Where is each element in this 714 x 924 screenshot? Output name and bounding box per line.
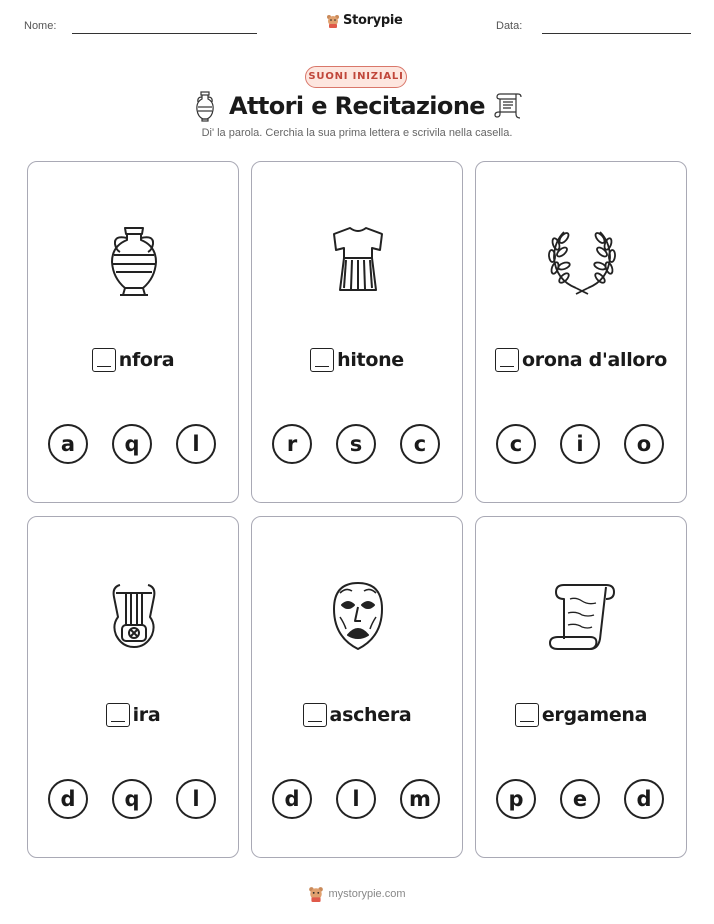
answer-box[interactable] — [515, 703, 539, 727]
letter-choice[interactable]: d — [624, 779, 664, 819]
footer — [0, 886, 714, 902]
letter-choice[interactable]: q — [112, 424, 152, 464]
brand-logo — [326, 13, 403, 28]
exercise-card — [251, 516, 463, 858]
date-line[interactable] — [542, 33, 691, 34]
letter-choice[interactable]: i — [560, 424, 600, 464]
exercise-card — [251, 161, 463, 503]
word — [28, 703, 238, 727]
name-label: Nome: — [24, 20, 57, 32]
category-badge: SUONI INIZIALI — [305, 66, 407, 88]
exercise-card — [27, 161, 239, 503]
letter-choice[interactable]: c — [400, 424, 440, 464]
answer-box[interactable] — [495, 348, 519, 372]
letter-choice[interactable]: e — [560, 779, 600, 819]
exercise-card — [475, 516, 687, 858]
tragedy-mask-icon — [322, 577, 394, 657]
letter-choice[interactable]: s — [336, 424, 376, 464]
bear-icon — [308, 886, 324, 902]
exercise-card — [27, 516, 239, 858]
word — [476, 348, 686, 372]
word — [476, 703, 686, 727]
chiton-icon — [322, 222, 394, 302]
word-rest: ira — [132, 704, 161, 726]
date-label: Data: — [496, 20, 523, 32]
footer-url[interactable]: mystorypie.com — [328, 888, 406, 900]
laurel-wreath-icon — [546, 222, 618, 302]
word-rest: orona d'alloro — [522, 349, 667, 371]
lyre-icon — [98, 577, 170, 657]
letter-choice[interactable]: d — [48, 779, 88, 819]
letter-choice[interactable]: l — [336, 779, 376, 819]
word — [252, 348, 462, 372]
word — [252, 703, 462, 727]
exercise-card — [475, 161, 687, 503]
letter-choice[interactable]: a — [48, 424, 88, 464]
word-rest: ergamena — [541, 704, 648, 726]
answer-box[interactable] — [303, 703, 327, 727]
brand-name: Storypie — [343, 13, 403, 28]
answer-box[interactable] — [310, 348, 334, 372]
word-rest: nfora — [118, 349, 175, 371]
bear-icon — [326, 14, 340, 28]
answer-box[interactable] — [92, 348, 116, 372]
parchment-scroll-icon — [546, 577, 618, 657]
letter-choice[interactable]: l — [176, 424, 216, 464]
amphora-icon — [98, 222, 170, 302]
instructions: Di' la parola. Cerchia la sua prima lettera e scrivila nella casella. — [201, 127, 513, 139]
word-rest: hitone — [337, 349, 404, 371]
letter-choice[interactable]: r — [272, 424, 312, 464]
letter-choice[interactable]: m — [400, 779, 440, 819]
letter-choice[interactable]: c — [496, 424, 536, 464]
answer-box[interactable] — [106, 703, 130, 727]
letter-choice[interactable]: o — [624, 424, 664, 464]
word — [28, 348, 238, 372]
letter-choice[interactable]: q — [112, 779, 152, 819]
name-line[interactable] — [72, 33, 257, 34]
word-rest: aschera — [329, 704, 412, 726]
scroll-title-icon — [494, 90, 522, 120]
letter-choice[interactable]: d — [272, 779, 312, 819]
letter-choice[interactable]: p — [496, 779, 536, 819]
page-title: Attori e Recitazione — [229, 92, 485, 120]
letter-choice[interactable]: l — [176, 779, 216, 819]
